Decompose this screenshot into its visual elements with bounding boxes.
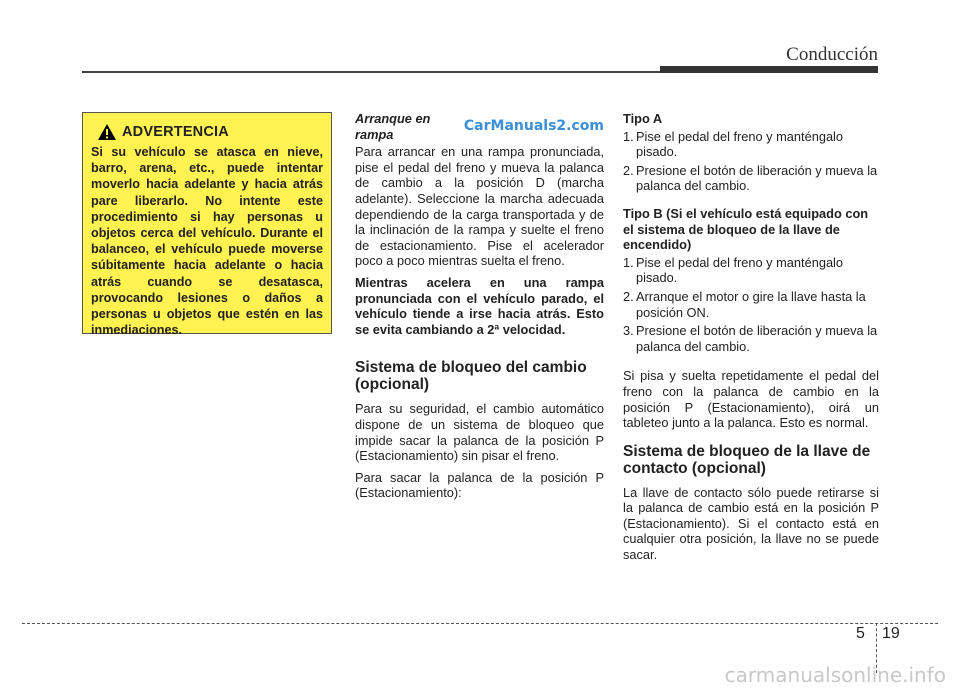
list-item	[623, 323, 879, 354]
step-number: 1.	[623, 254, 634, 270]
page-header-title: Conducción	[786, 44, 878, 65]
footer-watermark: carmanualsonline.info	[724, 663, 946, 687]
key-lock-paragraph: La llave de contacto sólo puede retirarse si la palanca de cambio está en la posición P (Estacionamiento). Si el contacto está en cualquier otra posición, la llave no se puede sacar.	[623, 484, 879, 563]
step-text: Pise el pedal del freno y manténgalo pisado.	[636, 254, 844, 286]
header-rule-thick	[660, 66, 878, 73]
tipo-b-steps	[623, 255, 879, 355]
step-number: 3.	[623, 323, 634, 339]
shift-lock-section-title: Sistema de bloqueo del cambio (opcional)	[355, 359, 587, 394]
hill-start-subheading-text: Arranque en rampa	[355, 111, 431, 142]
step-number: 2.	[623, 162, 634, 178]
brake-rattle-paragraph: Si pisa y suelta repetidamente el pedal del freno con la palanca de cambio en la posición P (Estacionamiento), oirá un tableteo junto a la palanca. Esto es normal.	[623, 368, 879, 431]
middle-column	[355, 111, 604, 507]
key-lock-section-title: Sistema de bloqueo de la llave de contacto (opcional)	[623, 442, 871, 477]
section-number: 5	[856, 625, 865, 642]
tipo-a-heading: Tipo A	[623, 111, 663, 126]
list-item	[623, 289, 879, 320]
hill-start-note: Mientras acelera en una rampa pronunciada con el vehículo parado, el vehículo tiende a irse hacia atrás. Esto se evita cambiando a 2ª velocidad.	[355, 274, 604, 337]
tipo-b-heading: Tipo B (Si el vehículo está equipado con el sistema de bloqueo de la llave de encendido)	[623, 205, 869, 253]
step-text: Pise el pedal del freno y manténgalo pisado.	[636, 128, 844, 160]
tipo-a-steps	[623, 129, 879, 194]
step-text: Arranque el motor o gire la llave hasta la posición ON.	[636, 288, 866, 320]
header-rule	[82, 71, 660, 73]
step-text: Presione el botón de liberación y mueva la palanca del cambio.	[636, 162, 878, 194]
hill-start-paragraph: Para arrancar en una rampa pronunciada, pise el pedal del freno y mueva la palanca de cambio a la posición D (marcha adelante). Seleccione la marcha adecuada dependiendo de la carga transportada y de la inclinación de la rampa y suelte el freno de estacionamiento. Pise el acelerador poco a poco mientras suelta el freno.	[355, 144, 604, 269]
warning-header	[91, 123, 323, 141]
shift-lock-paragraph: Para su seguridad, el cambio automático dispone de un sistema de bloqueo que impide sacar la palanca de la posición P (Estacionamiento) sin pisar el freno.	[355, 401, 604, 464]
right-column	[623, 111, 879, 569]
warning-triangle-icon	[97, 123, 117, 141]
step-number: 2.	[623, 288, 634, 304]
page-number: 19	[882, 625, 900, 642]
footer-rule	[22, 623, 938, 624]
watermark-link[interactable]: CarManuals2.com	[463, 117, 604, 134]
list-item	[623, 129, 879, 160]
warning-box	[82, 112, 332, 338]
warning-title: ADVERTENCIA	[122, 124, 229, 140]
shift-lock-instruction: Para sacar la palanca de la posición P (Estacionamiento):	[355, 469, 604, 501]
warning-body: Si su vehículo se atasca en nieve, barro, arena, etc., puede intentar moverlo hacia adelante y hacia atrás pare liberarlo. No intente este procedimiento si hay personas u objetos cerca del vehículo. Durante el balanceo, el vehículo puede moverse súbitamente hacia adelante o hacia atrás cuando se desatasca, provocando lesiones o daños a personas u objetos que estén en las inmediaciones.	[91, 145, 323, 338]
list-item	[623, 163, 879, 194]
list-item	[623, 255, 879, 286]
step-number: 1.	[623, 128, 634, 144]
hill-start-subheading	[355, 111, 604, 142]
step-text: Presione el botón de liberación y mueva la palanca del cambio.	[636, 323, 878, 354]
